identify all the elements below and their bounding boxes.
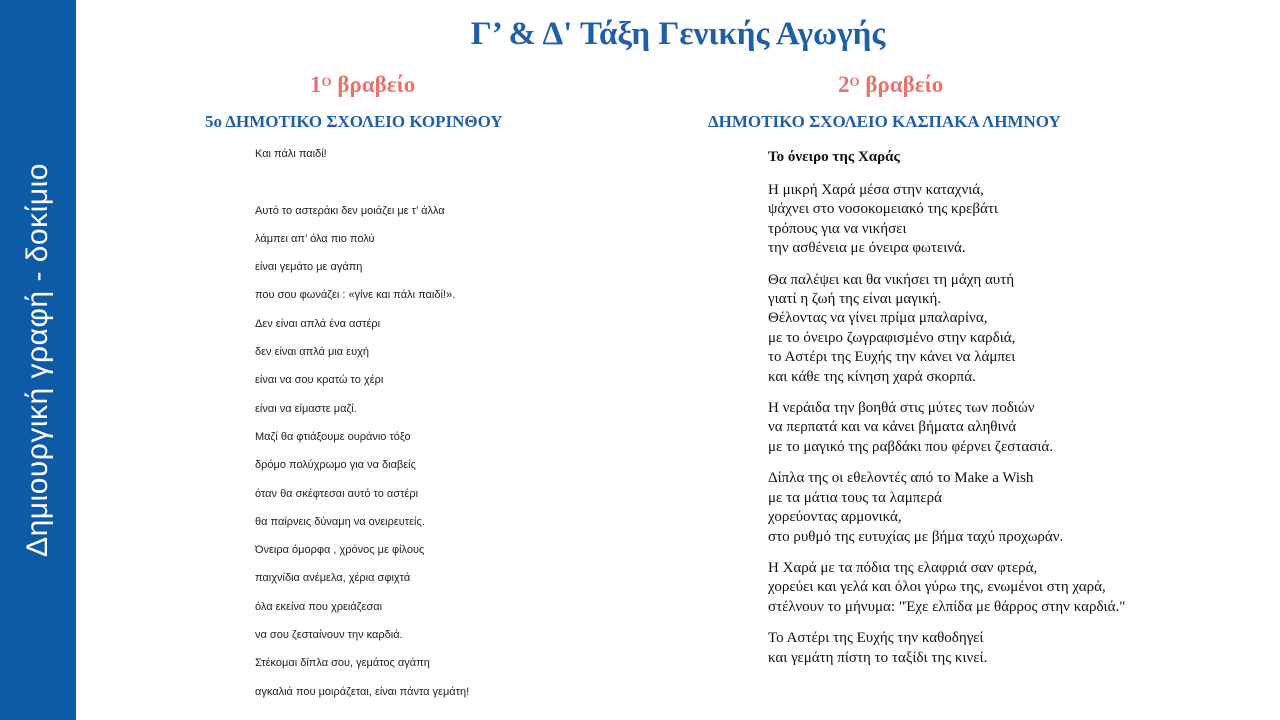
poem-line: όταν θα σκέφτεσαι αυτό το αστέρι — [255, 487, 419, 500]
prize-number: 2 — [838, 72, 850, 97]
stanza — [768, 399, 1198, 457]
poem-line: ψάχνει στο νοσοκομειακό της κρεβάτι — [768, 201, 998, 218]
poem-line: χορεύοντας αρμονικά, — [768, 509, 902, 526]
poem-title: Το όνειρο της Χαράς — [768, 149, 900, 165]
poem-line: να σου ζεσταίνουν την καρδιά. — [255, 629, 403, 642]
poem-line: με τα μάτια τους τα λαμπερά — [768, 489, 942, 506]
poem-line: αγκαλιά που μοιράζεται, είναι πάντα γεμάτη! — [255, 685, 470, 698]
poem-line: και κάθε της κίνηση χαρά σκορπά. — [768, 368, 976, 385]
poem-line: Και πάλι παιδί! — [255, 148, 327, 160]
poem-line: με το όνειρο ζωγραφισμένο στην καρδιά, — [768, 329, 1016, 346]
sidebar — [0, 0, 76, 720]
stanza — [768, 559, 1198, 617]
stanza — [768, 271, 1198, 387]
poem-line: Δίπλα της οι εθελοντές από το Make a Wish — [768, 470, 1034, 487]
poem-line: Η μικρή Χαρά μέσα στην καταχνιά, — [768, 182, 984, 198]
poem-line: την ασθένεια με όνειρα φωτεινά. — [768, 240, 966, 257]
poem-line: τρόπους για να νικήσει — [768, 220, 907, 237]
poem-line: δεν είναι απλά μια ευχή — [255, 346, 369, 359]
poem-line: να περπατά και να κάνει βήματα αληθινά — [768, 419, 1017, 436]
poem-line: Μαζί θα φτιάξουμε ουράνιο τόξο — [255, 430, 411, 443]
poem-line: στέλνουν το μήνυμα: "Έχε ελπίδα με θάρρος στην καρδιά." — [768, 598, 1126, 615]
school-name-1: 5ο ΔΗΜΟΤΙΚΟ ΣΧΟΛΕΙΟ ΚΟΡΙΝΘΟΥ — [205, 112, 503, 131]
poem-line: θα παίρνεις δύναμη να ονειρευτείς. — [255, 515, 425, 528]
poem-line: Στέκομαι δίπλα σου, γεμάτος αγάπη — [255, 657, 430, 670]
school-name-2: ΔΗΜΟΤΙΚΟ ΣΧΟΛΕΙΟ ΚΑΣΠΑΚΑ ΛΗΜΝΟΥ — [708, 112, 1061, 131]
prize-heading-2 — [838, 72, 943, 98]
poem-line: είναι να είμαστε μαζί. — [255, 402, 357, 415]
prize-word: βραβείο — [337, 72, 416, 97]
poem-line — [255, 175, 555, 203]
sidebar-title: Δημιουργική γραφή - δοκίμιο — [21, 163, 54, 557]
prize-heading-1 — [310, 72, 415, 98]
poem-line: παιχνίδια ανέμελα, χέρια σφιχτά — [255, 572, 411, 585]
prize-superscript: Ο — [321, 74, 332, 89]
poem-line: Το Αστέρι της Ευχής την καθοδηγεί — [768, 630, 984, 647]
poem-line: όλα εκείνα που χρειάζεσαι — [255, 600, 383, 613]
poem-line: Αυτό το αστεράκι δεν μοιάζει με τ’ άλλα — [255, 204, 445, 217]
poem-line: Θέλοντας να γίνει πρίμα μπαλαρίνα, — [768, 310, 988, 327]
poem-line: Η Χαρά με τα πόδια της ελαφριά σαν φτερά, — [768, 559, 1038, 576]
poem-line: είναι γεμάτο με αγάπη — [255, 261, 363, 274]
stanza — [768, 181, 1198, 259]
poem-body — [768, 181, 1198, 668]
poem-line: Όνειρα όμορφα , χρόνος με φίλους — [255, 544, 425, 557]
poem-line: που σου φωνάζει : «γίνε και πάλι παιδί!». — [255, 289, 456, 302]
poem-line: είναι να σου κρατώ το χέρι — [255, 374, 384, 387]
poem-second-prize — [768, 148, 1198, 680]
prize-number: 1 — [310, 72, 322, 97]
poem-line: λάμπει απ’ όλα πιο πολύ — [255, 232, 375, 245]
poem-line: γιατί η ζωή της είναι μαγική. — [768, 291, 942, 308]
poem-line: Η νεράιδα την βοηθά στις μύτες των ποδιών — [768, 400, 1035, 417]
poem-line: το Αστέρι της Ευχής την κάνει να λάμπει — [768, 349, 1016, 366]
page-title: Γ’ & Δ' Τάξη Γενικής Αγωγής — [470, 16, 886, 52]
poem-line: Θα παλέψει και θα νικήσει τη μάχη αυτή — [768, 271, 1015, 288]
poem-line: δρόμο πολύχρωμο για να διαβείς — [255, 459, 416, 472]
stanza — [768, 629, 1198, 668]
poem-line: χορεύει και γελά και όλοι γύρω της, ενωμένοι στη χαρά, — [768, 579, 1106, 596]
poem-first-prize — [255, 147, 555, 713]
poem-line: στο ρυθμό της ευτυχίας με βήμα ταχύ προχωράν. — [768, 528, 1064, 545]
poem-line: και γεμάτη πίστη το ταξίδι της κινεί. — [768, 649, 988, 666]
stanza — [768, 469, 1198, 547]
prize-superscript: Ο — [849, 74, 860, 89]
prize-word: βραβείο — [865, 72, 944, 97]
poem-line: Δεν είναι απλά ένα αστέρι — [255, 317, 381, 330]
poem-line: με το μαγικό της ραβδάκι που φέρνει ζεστασιά. — [768, 438, 1053, 455]
